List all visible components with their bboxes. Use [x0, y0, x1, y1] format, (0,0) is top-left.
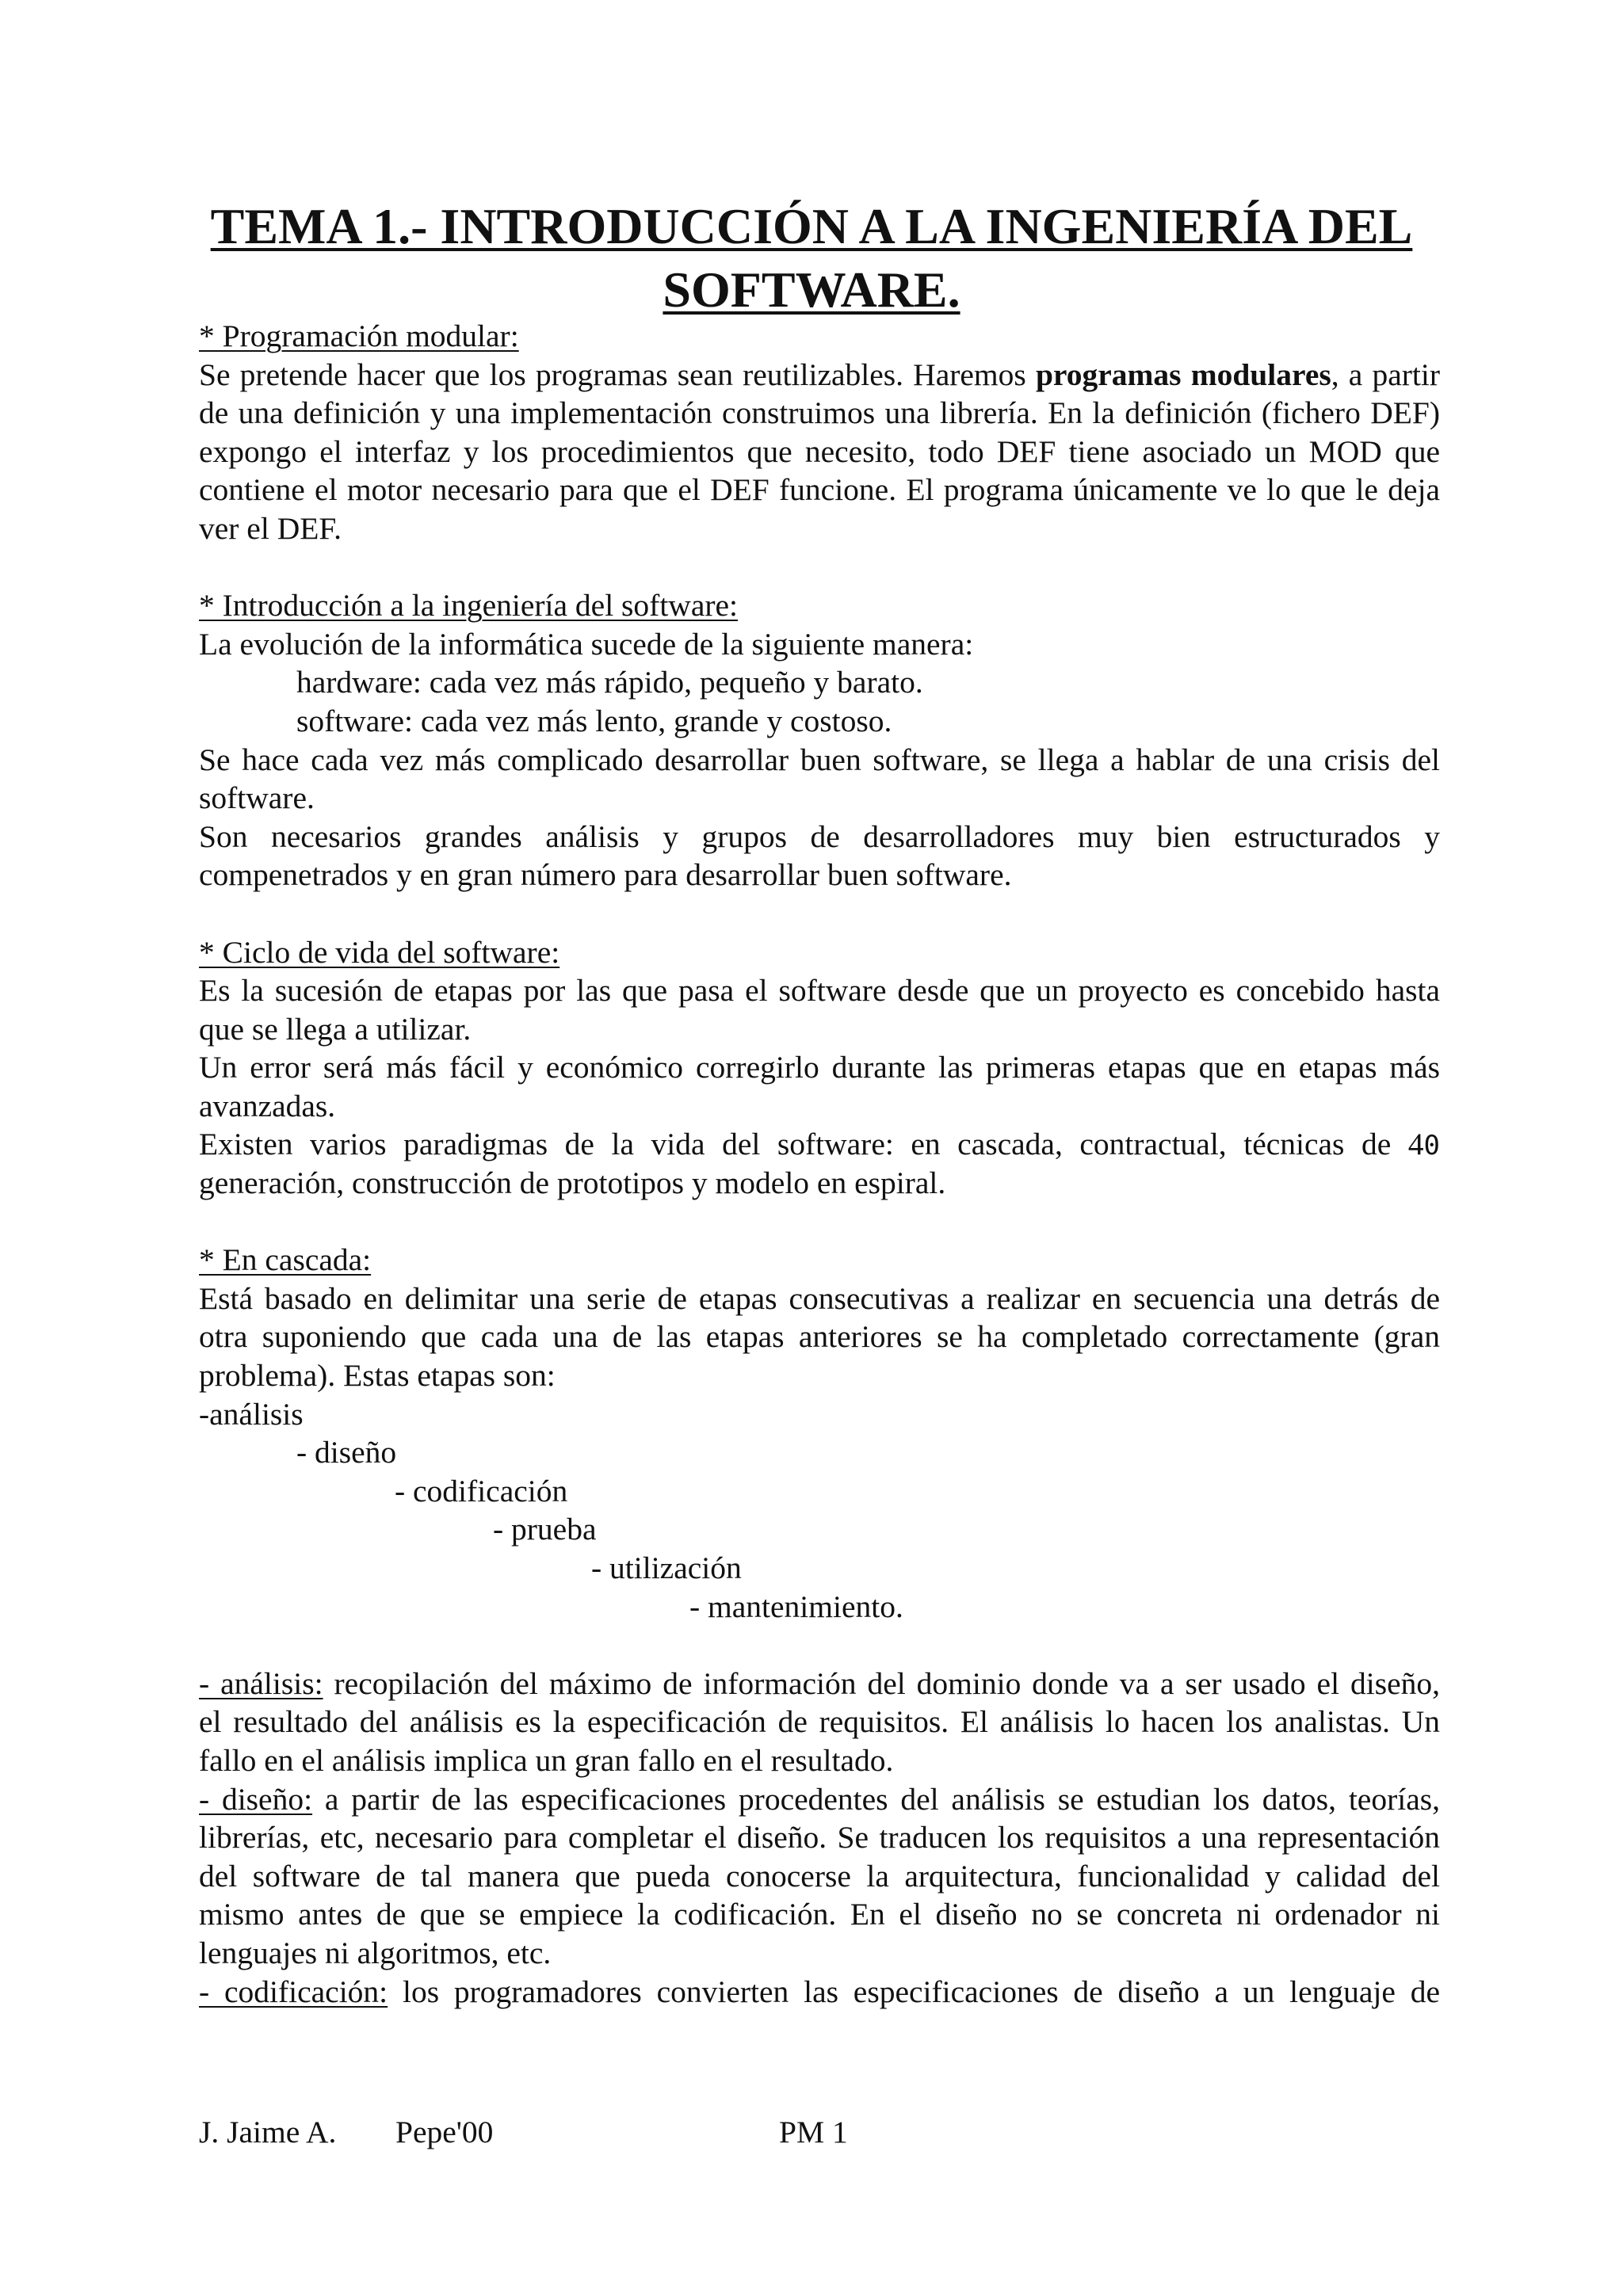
- cascade-step: -análisis: [199, 1396, 304, 1432]
- paragraph-line: compenetrados y en gran número para desarrollar buen software.: [199, 857, 1012, 893]
- paragraph-line: librerías, etc, necesario para completar el diseño. Se traducen los requisitos a una representación: [199, 1820, 1440, 1855]
- paragraph-line: mismo antes de que se empiece la codificación. En el diseño no se concreta ni ordenador ni: [199, 1897, 1440, 1932]
- paragraph-line: Está basado en delimitar una serie de etapas consecutivas a realizar en secuencia una detrás de: [199, 1280, 1440, 1316]
- cascade-step: - mantenimiento.: [689, 1589, 903, 1624]
- section-heading-intro: * Introducción a la ingeniería del software:: [199, 588, 739, 624]
- footer-author: J. Jaime A.: [199, 2115, 337, 2149]
- paragraph-line: Se hace cada vez más complicado desarrollar buen software, se llega a hablar de una crisis del: [199, 742, 1440, 777]
- paragraph-line: generación, construcción de prototipos y modelo en espiral.: [199, 1165, 946, 1201]
- paragraph-line: contiene el motor necesario para que el DEF funcione. El programa únicamente ve lo que le deja: [199, 472, 1440, 508]
- section-heading-ciclo: * Ciclo de vida del software:: [199, 934, 560, 970]
- paragraph-line: de una definición y una implementación construimos una librería. En la definición (fichero DEF): [199, 395, 1440, 431]
- paragraph-line: fallo en el análisis implica un gran fallo en el resultado.: [199, 1742, 894, 1778]
- paragraph-line: - codificación: los programadores convierten las especificaciones de diseño a un lenguaje de: [199, 1974, 1440, 2009]
- phase-label-codificacion: - codificación:: [199, 1974, 388, 2009]
- paragraph-line: - análisis: recopilación del máximo de información del dominio donde va a ser usado el diseño,: [199, 1665, 1440, 1701]
- paragraph-line: Son necesarios grandes análisis y grupos de desarrolladores muy bien estructurados y: [199, 818, 1440, 854]
- paragraph-line: La evolución de la informática sucede de la siguiente manera:: [199, 626, 974, 662]
- footer-page-number: PM 1: [779, 2115, 848, 2149]
- page-title: [0, 195, 1623, 322]
- paragraph-line: Existen varios paradigmas de la vida del software: en cascada, contractual, técnicas de 40: [199, 1127, 1440, 1162]
- title-line-1: TEMA 1.- INTRODUCCIÓN A LA INGENIERÍA DEL: [210, 198, 1413, 254]
- phase-label-diseno: - diseño:: [199, 1781, 313, 1817]
- section-heading-modular: * Programación modular:: [199, 318, 519, 353]
- footer-tag: Pepe'00: [395, 2115, 494, 2149]
- paragraph-line: avanzadas.: [199, 1088, 336, 1123]
- paragraph-line: del software de tal manera que pueda conocerse la arquitectura, funcionalidad y calidad del: [199, 1858, 1440, 1894]
- cascade-step: - codificación: [395, 1473, 568, 1508]
- paragraph-line: lenguajes ni algoritmos, etc.: [199, 1935, 552, 1970]
- phase-label-analisis: - análisis:: [199, 1665, 323, 1701]
- paragraph-line: Un error será más fácil y económico corregirlo durante las primeras etapas que en etapas más: [199, 1050, 1440, 1085]
- cascade-step: - prueba: [493, 1512, 597, 1547]
- title-line-2: SOFTWARE.: [663, 261, 960, 318]
- paragraph-line: expongo el interfaz y los procedimientos que necesito, todo DEF tiene asociado un MOD que: [199, 433, 1440, 469]
- section-heading-cascada: * En cascada:: [199, 1242, 372, 1278]
- bold-term: programas modulares: [1035, 357, 1331, 392]
- paragraph-line: Es la sucesión de etapas por las que pasa el software desde que un proyecto es concebido hasta: [199, 973, 1440, 1009]
- indented-line: software: cada vez más lento, grande y costoso.: [296, 703, 892, 738]
- cascade-step: - diseño: [296, 1435, 397, 1470]
- indented-line: hardware: cada vez más rápido, pequeño y barato.: [296, 665, 923, 700]
- paragraph-line: Se pretende hacer que los programas sean reutilizables. Haremos programas modulares, a partir: [199, 357, 1440, 392]
- paragraph-line: - diseño: a partir de las especificaciones procedentes del análisis se estudian los datos, teorías,: [199, 1781, 1440, 1817]
- paragraph-line: el resultado del análisis es la especificación de requisitos. El análisis lo hacen los analistas. Un: [199, 1704, 1440, 1740]
- paragraph-line: problema). Estas etapas son:: [199, 1358, 556, 1394]
- paragraph-line: software.: [199, 780, 315, 816]
- cascade-step: - utilización: [591, 1550, 742, 1585]
- paragraph-line: que se llega a utilizar.: [199, 1011, 472, 1047]
- paragraph-line: ver el DEF.: [199, 510, 342, 546]
- paragraph-line: otra suponiendo que cada una de las etapas anteriores se ha completado correctamente (gran: [199, 1319, 1440, 1355]
- document-body: [199, 317, 1440, 2011]
- generation-digit: 0: [1423, 1130, 1440, 1162]
